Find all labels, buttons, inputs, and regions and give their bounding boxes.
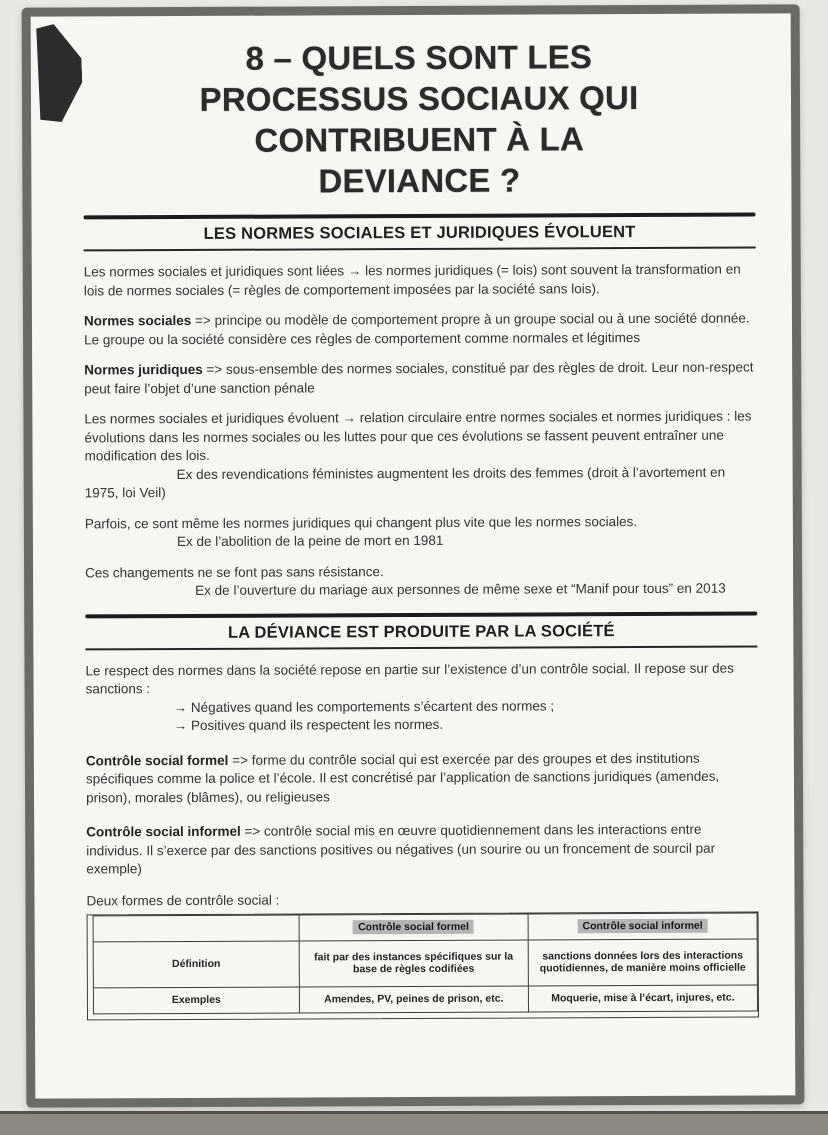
paragraph-evolution: Les normes sociales et juridiques évoluent → relation circulaire entre normes sociales et normes juridiques : les évolutions dans les normes sociales ou les luttes pour que ces évolutions se fassent peuvent entraîner une modification des lois. [84, 408, 752, 464]
page-content [31, 35, 795, 1020]
term-controle-formel: Contrôle social formel [85, 752, 229, 768]
term-normes-juridiques: Normes juridiques [84, 361, 203, 378]
cell-definition-formel: fait par des instances spécifiques sur la base de règles codifiées [299, 940, 528, 987]
definition-normes-sociales-text: => principe ou modèle de comportement propre à un groupe social ou à une société donnée. Le groupe ou la société considère ces règles de comportement comme normales et légitimes [84, 310, 750, 347]
section-2-header [85, 611, 757, 650]
cell-exemples-formel: Amendes, PV, peines de prison, etc. [299, 986, 528, 1013]
cell-definition-informel: sanctions données lors des interactions quotidiennes, de manière moins officielle [528, 939, 757, 986]
section-1-title: LES NORMES SOCIALES ET JURIDIQUES ÉVOLUENT [203, 223, 636, 243]
term-controle-informel: Contrôle social informel [86, 823, 241, 840]
definition-normes-juridiques [84, 359, 756, 399]
paragraph-parfois: Parfois, ce sont même les normes juridiques qui changent plus vite que les normes sociales. [84, 513, 638, 531]
term-normes-sociales: Normes sociales [83, 312, 192, 329]
definition-normes-juridiques-text: => sous-ensemble des normes sociales, constitué par des règles de droit. Leur non-respect peut faire l’objet d’une sanction pénale [84, 359, 754, 396]
paragraph-resistance: Ces changements ne se font pas sans résistance. [85, 563, 384, 580]
title-line-4: DEVIANCE ? [318, 161, 521, 200]
cell-exemples-informel: Moquerie, mise à l’écart, injures, etc. [528, 985, 757, 1012]
header-cell-formel [299, 914, 528, 941]
table-row-definition [93, 939, 757, 988]
row-label-exemples: Exemples [93, 987, 299, 1014]
header-label-informel: Contrôle social informel [577, 919, 707, 934]
definition-controle-formel-text: => forme du contrôle social qui est exercée par des groupes et des institutions spécifiques comme la police et l’école. Il est concrétisé par l’application de sanctions juridiques (amendes, prison), morales (blâmes), ou religieuses [85, 750, 720, 805]
section-1-header [84, 213, 756, 252]
paragraph-liaison-normes: Les normes sociales et juridiques sont liées → les normes juridiques (= lois) sont souvent la transformation en lois de normes sociales (= règles de comportement imposées par la société sans lois). [83, 261, 741, 298]
row-label-definition: Définition [93, 941, 299, 988]
header-cell-informel [528, 913, 757, 940]
bullet-sanctions-negatives: → Négatives quand les comportements s’écartent des normes ; [173, 697, 555, 715]
header-cell-empty [93, 915, 299, 942]
definition-controle-formel [86, 749, 758, 807]
section-2-title: LA DÉVIANCE EST PRODUITE PAR LA SOCIÉTÉ [227, 621, 615, 642]
control-table [93, 912, 758, 1014]
example-feministes: Ex des revendications féministes augmentent les droits des femmes (droit à l’avortement en 1975, loi Veil) [84, 464, 726, 501]
bullet-sanctions-positives: → Positives quand ils respectent les normes. [173, 716, 444, 734]
definition-controle-informel [86, 820, 758, 878]
definition-controle-informel-text: => contrôle social mis en œuvre quotidiennement dans les interactions entre individus. Il s’exerce par des sanctions positives ou négatives (un sourire ou un froncement de sourcil par exemple) [86, 821, 716, 877]
sanctions-list [86, 696, 758, 736]
page-title [83, 36, 756, 203]
title-line-1: 8 – QUELS SONT LES [245, 38, 593, 77]
title-line-2: PROCESSUS SOCIAUX QUI [199, 79, 639, 118]
table-row-exemples [93, 985, 757, 1014]
example-mariage: Ex de l’ouverture du mariage aux personnes de même sexe et “Manif pour tous” en 2013 [195, 580, 726, 598]
paragraph-respect-normes: Le respect des normes dans la société repose en partie sur l’existence d’un contrôle social. Il repose sur des sanctions : [85, 660, 734, 697]
title-line-3: CONTRIBUENT À LA [254, 120, 585, 159]
control-table-frame [87, 911, 759, 1020]
table-intro: Deux formes de contrôle social : [86, 892, 280, 908]
example-peine-de-mort: Ex de l’abolition de la peine de mort en 1981 [176, 532, 444, 550]
desk-surface [0, 1111, 828, 1135]
table-header-row [93, 913, 757, 942]
definition-normes-sociales [84, 310, 756, 350]
document-page [22, 4, 805, 1107]
header-label-formel: Contrôle social formel [353, 920, 474, 935]
